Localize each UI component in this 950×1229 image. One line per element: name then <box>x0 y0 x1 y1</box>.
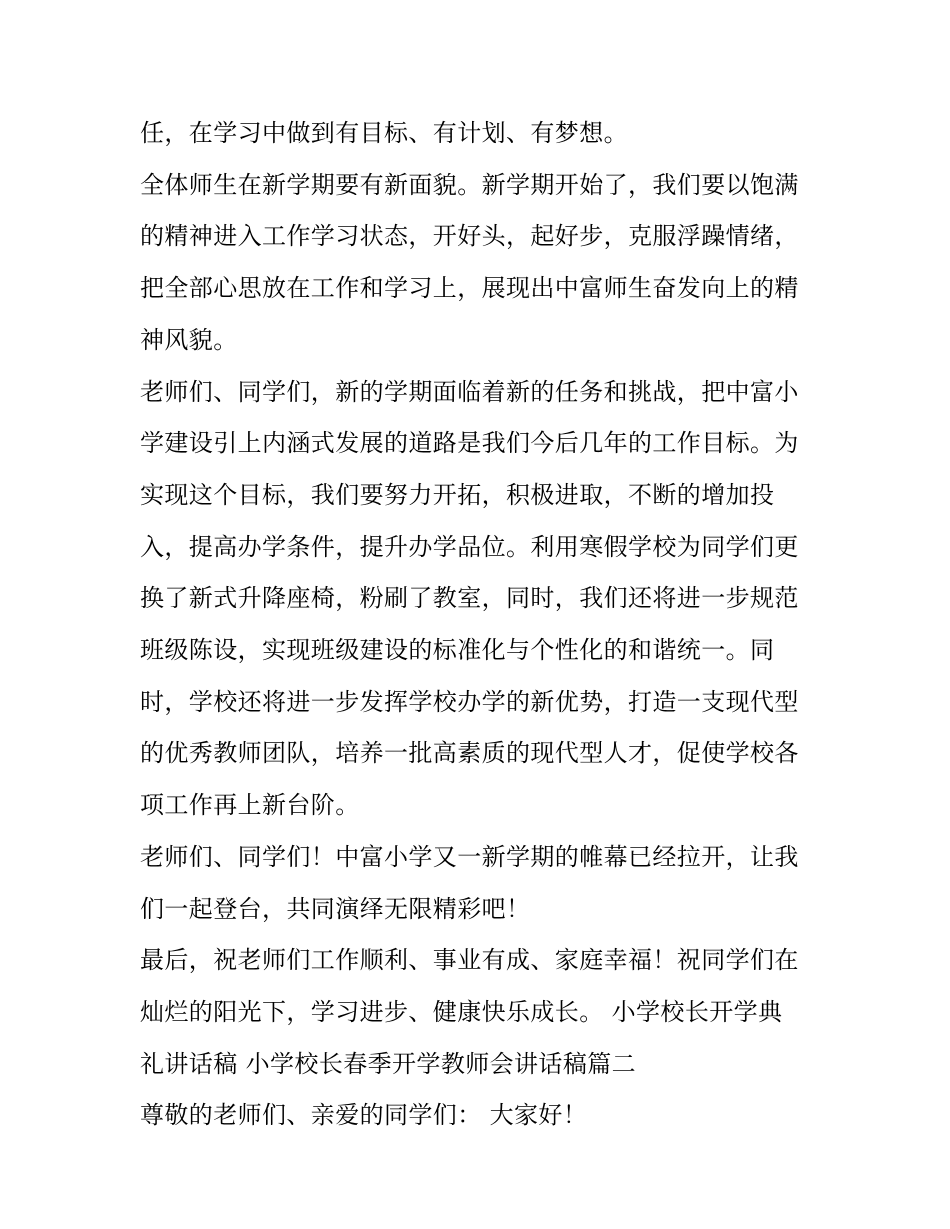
text-line: 最后，祝老师们工作顺利、事业有成、家庭幸福！祝同学们在 <box>140 946 799 975</box>
document-body <box>140 108 820 1142</box>
text-line: 老师们、同学们，新的学期面临着新的任务和挑战，把中富小 <box>140 377 799 406</box>
text-line: 班级陈设，实现班级建设的标准化与个性化的和谐统一。同 <box>140 636 775 665</box>
text-line: 项工作再上新台阶。 <box>140 791 360 820</box>
text-line: 把全部心思放在工作和学习上，展现出中富师生奋发向上的精 <box>140 274 799 303</box>
text-line: 实现这个目标，我们要努力开拓，积极进取，不断的增加投 <box>140 480 775 509</box>
text-line: 学建设引上内涵式发展的道路是我们今后几年的工作目标。为 <box>140 429 799 458</box>
text-line: 老师们、同学们！中富小学又一新学期的帷幕已经拉开，让我 <box>140 842 799 871</box>
text-line: 们一起登台，共同演绎无限精彩吧！ <box>140 894 531 923</box>
text-line: 的精神进入工作学习状态，开好头，起好步，克服浮躁情绪， <box>140 222 799 251</box>
text-line: 神风貌。 <box>140 325 238 354</box>
text-line: 任，在学习中做到有目标、有计划、有梦想。 <box>140 119 628 147</box>
text-line: 尊敬的老师们、亲爱的同学们： 大家好！ <box>140 1101 588 1130</box>
text-line: 入，提高办学条件，提升办学品位。利用寒假学校为同学们更 <box>140 532 799 561</box>
text-line: 全体师生在新学期要有新面貌。新学期开始了，我们要以饱满 <box>140 170 799 199</box>
text-line: 换了新式升降座椅，粉刷了教室，同时，我们还将进一步规范 <box>140 584 799 613</box>
text-line: 灿烂的阳光下，学习进步、健康快乐成长。 小学校长开学典 <box>140 997 783 1026</box>
text-line: 礼讲话稿 小学校长春季开学教师会讲话稿篇二 <box>140 1049 637 1078</box>
text-line: 时，学校还将进一步发挥学校办学的新优势，打造一支现代型 <box>140 687 799 716</box>
text-line: 的优秀教师团队，培养一批高素质的现代型人才，促使学校各 <box>140 739 799 768</box>
